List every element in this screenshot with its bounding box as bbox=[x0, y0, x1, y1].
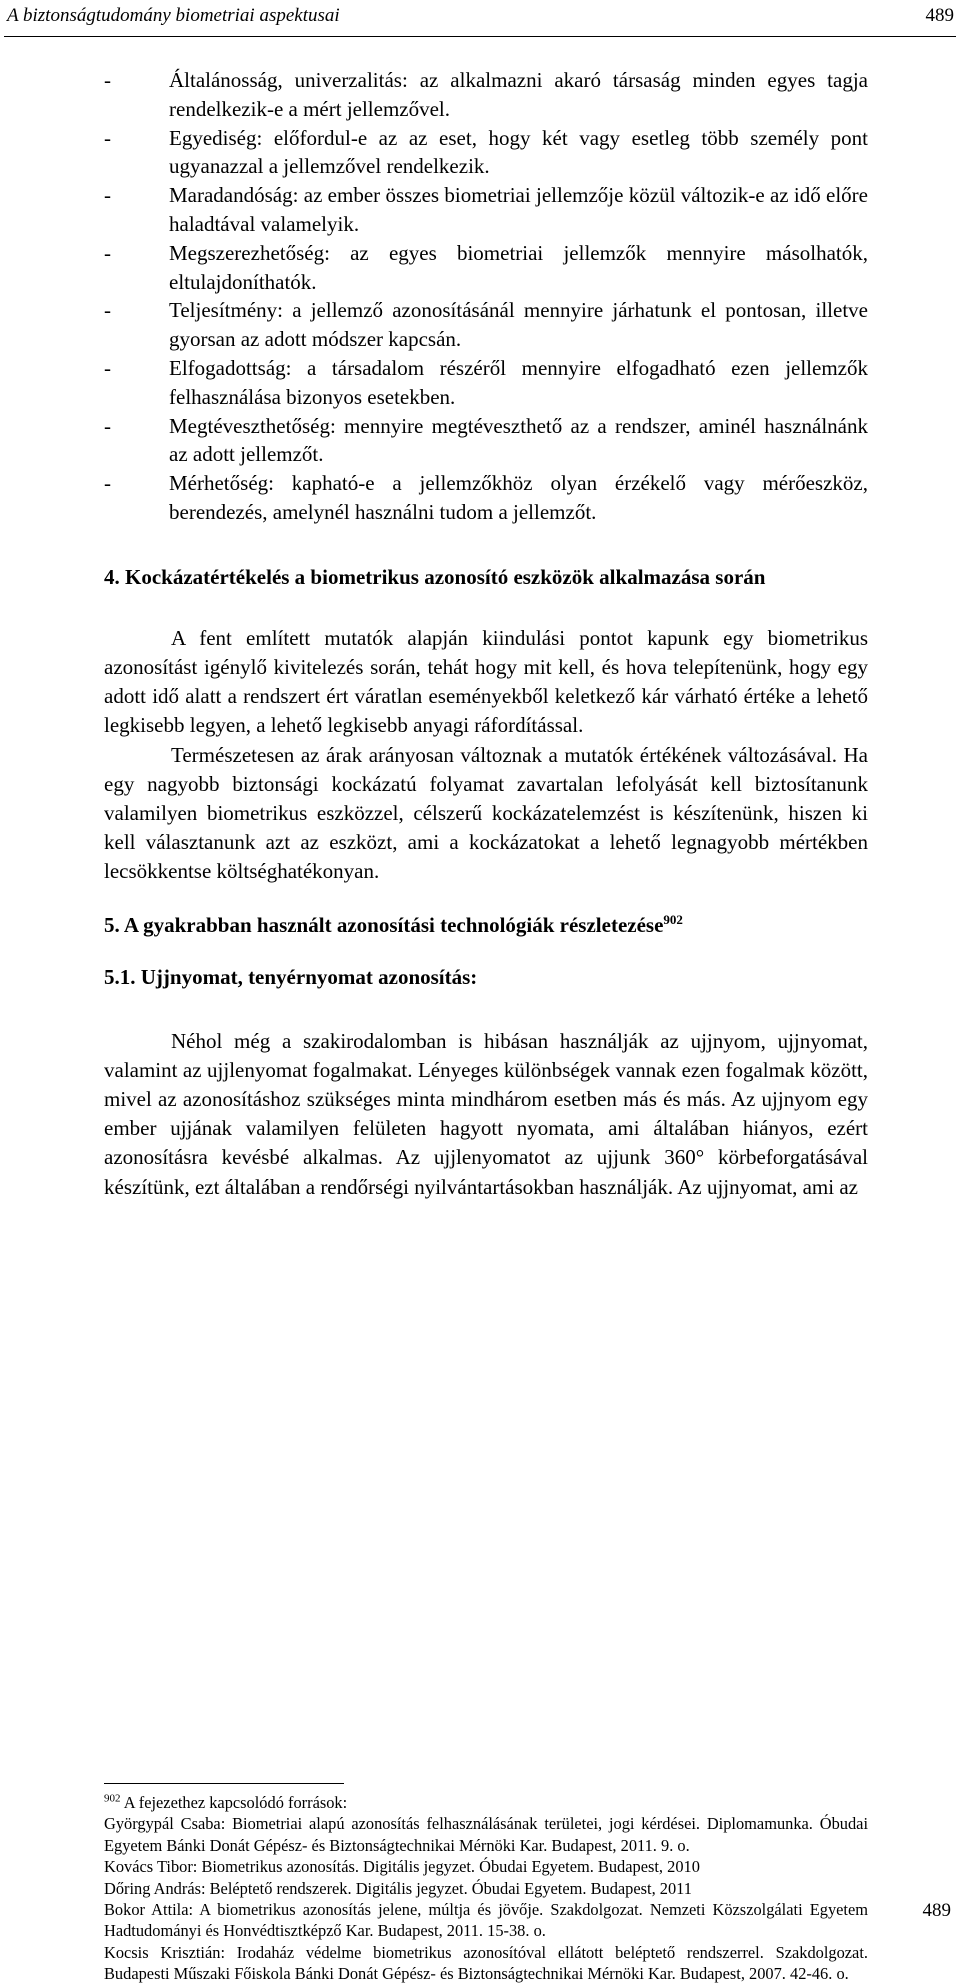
section-5-heading-text: 5. A gyakrabban használt azonosítási technológiák részletezése bbox=[104, 912, 664, 937]
footer-page-number: 489 bbox=[922, 1900, 951, 1921]
list-item: - Megtéveszthetőség: mennyire megtéveszthető az a rendszer, aminél használnánk az adott jellemzőt. bbox=[104, 412, 868, 470]
list-item: - Egyediség: előfordul-e az az eset, hogy két vagy esetleg több személy pont ugyanazzal a jellemzővel rendelkezik. bbox=[104, 124, 868, 182]
footnote-source: Kovács Tibor: Biometrikus azonosítás. Digitális jegyzet. Óbudai Egyetem. Budapest, 2010 bbox=[104, 1857, 700, 1877]
section-5-1-heading: 5.1. Ujjnyomat, tenyérnyomat azonosítás: bbox=[104, 964, 478, 989]
footnote-number: 902 bbox=[104, 1792, 121, 1805]
list-item: - Megszerezhetőség: az egyes biometriai jellemzők mennyire másolhatók, eltulajdoníthatók. bbox=[104, 239, 868, 297]
list-item: - Maradandóság: az ember összes biometriai jellemzője közül változik-e az idő előre haladtával valamelyik. bbox=[104, 181, 868, 239]
footnote-intro bbox=[104, 1792, 868, 1813]
page-body bbox=[104, 66, 868, 1202]
footnote-source: Dőring András: Beléptető rendszerek. Digitális jegyzet. Óbudai Egyetem. Budapest, 2011 bbox=[104, 1878, 692, 1898]
footnote-source: Kocsis Krisztián: Irodaház védelme biometrikus azonosítóval ellátott beléptető rendszerrel. Szakdolgozat. Budapesti Műszaki Főiskola Bánki Donát Gépész- és Biztonságtechnikai Mérnöki Kar. Budapest, 2007. 42-46. o. bbox=[104, 1942, 868, 1984]
header-rule bbox=[4, 36, 956, 37]
section-4-heading: 4. Kockázatértékelés a biometrikus azonosító eszközök alkalmazása során bbox=[104, 564, 766, 589]
list-item: - Általánosság, univerzalitás: az alkalmazni akaró társaság minden egyes tagja rendelkezik-e a mért jellemzővel. bbox=[104, 66, 868, 124]
header-page-number: 489 bbox=[925, 5, 954, 26]
section-4-paragraph-1: A fent említett mutatók alapján kiindulási pontot kapunk egy biometrikus azonosítást igénylő kivitelezés során, tehát hogy mit kell, és hova telepítenünk, hogy egy adott idő alatt a rendszert ért váratlan eseményekből keletkező kár várható értéke a lehető legkisebb legyen, a lehető legkisebb anyagi ráfordítással. bbox=[104, 625, 868, 738]
section-4-paragraph-2: Természetesen az árak arányosan változnak a mutatók értékének változásával. Ha egy nagyobb biztonsági kockázatú folyamat zavartalan lefolyását kell biztosítanunk valamilyen biometrikus eszközzel, célszerű kockázatelemzést is készítenünk, hiszen ki kell választanunk azt az eszközt, ami a kockázatokat a lehető legnagyobb mértékben lecsökkentse költséghatékonyan. bbox=[104, 742, 868, 884]
footnote-source: Györgypál Csaba: Biometriai alapú azonosítás felhasználásának területei, jogi kérdései. Diplomamunka. Óbudai Egyetem Bánki Donát Gépész- és Biztonságtechnikai Mérnöki Kar. Budapest, 2011. 9. o. bbox=[104, 1814, 868, 1855]
footnotes bbox=[104, 1792, 868, 1985]
header-title: A biztonságtudomány biometriai aspektusai bbox=[7, 5, 340, 26]
criteria-list bbox=[104, 66, 868, 527]
footnote-rule bbox=[104, 1783, 344, 1784]
section-5-1-paragraph: Néhol még a szakirodalomban is hibásan használják az ujjnyom, ujjnyomat, valamint az ujjlenyomat fogalmakat. Lényeges különbségek vannak ezen fogalmak között, mivel az azonosításhoz szükséges minta mindhárom esetben más és más. Az ujjnyom egy ember ujjának valamilyen felületen hagyott nyomata, ami általában hiányos, ezért azonosításra kevésbé alkalmas. Az ujjlenyomatot az ujjunk 360° körbeforgatásával készítünk, ezt általában a rendőrségi nyilvántartásokban használják. Az ujjnyomat, ami az bbox=[104, 1028, 868, 1199]
footnote-intro-text: A fejezethez kapcsolódó források: bbox=[123, 1793, 348, 1812]
list-item: - Elfogadottság: a társadalom részéről mennyire elfogadható ezen jellemzők felhasználása bizonyos esetekben. bbox=[104, 354, 868, 412]
list-item: - Teljesítmény: a jellemző azonosításánál mennyire járhatunk el pontosan, illetve gyorsan az adott módszer kapcsán. bbox=[104, 296, 868, 354]
list-item: - Mérhetőség: kapható-e a jellemzőkhöz olyan érzékelő vagy mérőeszköz, berendezés, amelynél használni tudom a jellemzőt. bbox=[104, 469, 868, 527]
footnote-source: Bokor Attila: A biometrikus azonosítás jelene, múltja és jövője. Szakdolgozat. Nemzeti Közszolgálati Egyetem Hadtudományi és Honvédtisztképző Kar. Budapest, 2011. 15-38. o. bbox=[104, 1900, 868, 1941]
section-5-heading bbox=[104, 911, 868, 939]
footnote-ref[interactable]: 902 bbox=[663, 911, 683, 927]
running-header bbox=[0, 0, 960, 38]
